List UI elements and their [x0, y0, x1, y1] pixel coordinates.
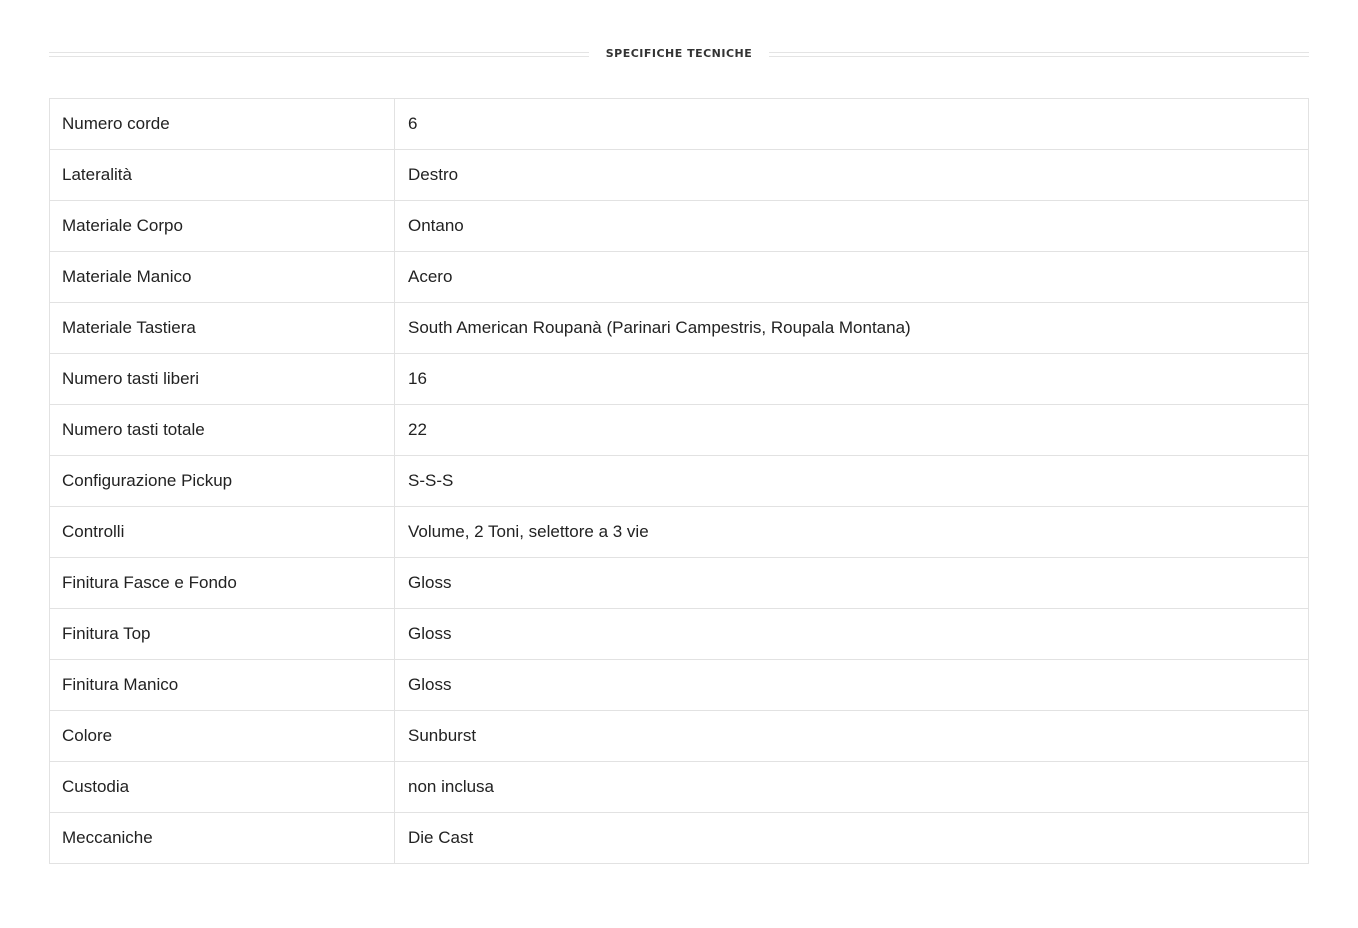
spec-value: Destro: [395, 150, 1309, 201]
table-row: [50, 150, 1309, 201]
spec-value: Gloss: [395, 609, 1309, 660]
table-row: [50, 354, 1309, 405]
table-row: [50, 99, 1309, 150]
table-row: [50, 762, 1309, 813]
spec-label: Materiale Corpo: [50, 201, 395, 252]
table-row: [50, 660, 1309, 711]
spec-label: Meccaniche: [50, 813, 395, 864]
spec-label: Controlli: [50, 507, 395, 558]
spec-value: Ontano: [395, 201, 1309, 252]
spec-label: Materiale Tastiera: [50, 303, 395, 354]
spec-value: Acero: [395, 252, 1309, 303]
spec-label: Lateralità: [50, 150, 395, 201]
spec-value: Die Cast: [395, 813, 1309, 864]
specs-table-body: [50, 99, 1309, 864]
specs-table: [49, 98, 1309, 864]
spec-value: S-S-S: [395, 456, 1309, 507]
table-row: [50, 252, 1309, 303]
spec-label: Colore: [50, 711, 395, 762]
table-row: [50, 405, 1309, 456]
spec-value: 22: [395, 405, 1309, 456]
spec-value: Sunburst: [395, 711, 1309, 762]
table-row: [50, 507, 1309, 558]
spec-value: Gloss: [395, 660, 1309, 711]
table-row: [50, 456, 1309, 507]
spec-label: Finitura Top: [50, 609, 395, 660]
spec-label: Finitura Fasce e Fondo: [50, 558, 395, 609]
table-row: [50, 303, 1309, 354]
table-row: [50, 813, 1309, 864]
spec-label: Numero tasti totale: [50, 405, 395, 456]
table-row: [50, 558, 1309, 609]
spec-value: South American Roupanà (Parinari Campestris, Roupala Montana): [395, 303, 1309, 354]
table-row: [50, 609, 1309, 660]
spec-value: Volume, 2 Toni, selettore a 3 vie: [395, 507, 1309, 558]
spec-label: Numero tasti liberi: [50, 354, 395, 405]
spec-value: Gloss: [395, 558, 1309, 609]
spec-value: 6: [395, 99, 1309, 150]
table-row: [50, 201, 1309, 252]
section-header: [49, 44, 1309, 64]
spec-value: 16: [395, 354, 1309, 405]
table-row: [50, 711, 1309, 762]
spec-label: Finitura Manico: [50, 660, 395, 711]
spec-label: Materiale Manico: [50, 252, 395, 303]
spec-value: non inclusa: [395, 762, 1309, 813]
spec-label: Numero corde: [50, 99, 395, 150]
section-title-text: SPECIFICHE TECNICHE: [594, 47, 765, 60]
section-title: [49, 47, 1309, 60]
spec-label: Configurazione Pickup: [50, 456, 395, 507]
spec-label: Custodia: [50, 762, 395, 813]
